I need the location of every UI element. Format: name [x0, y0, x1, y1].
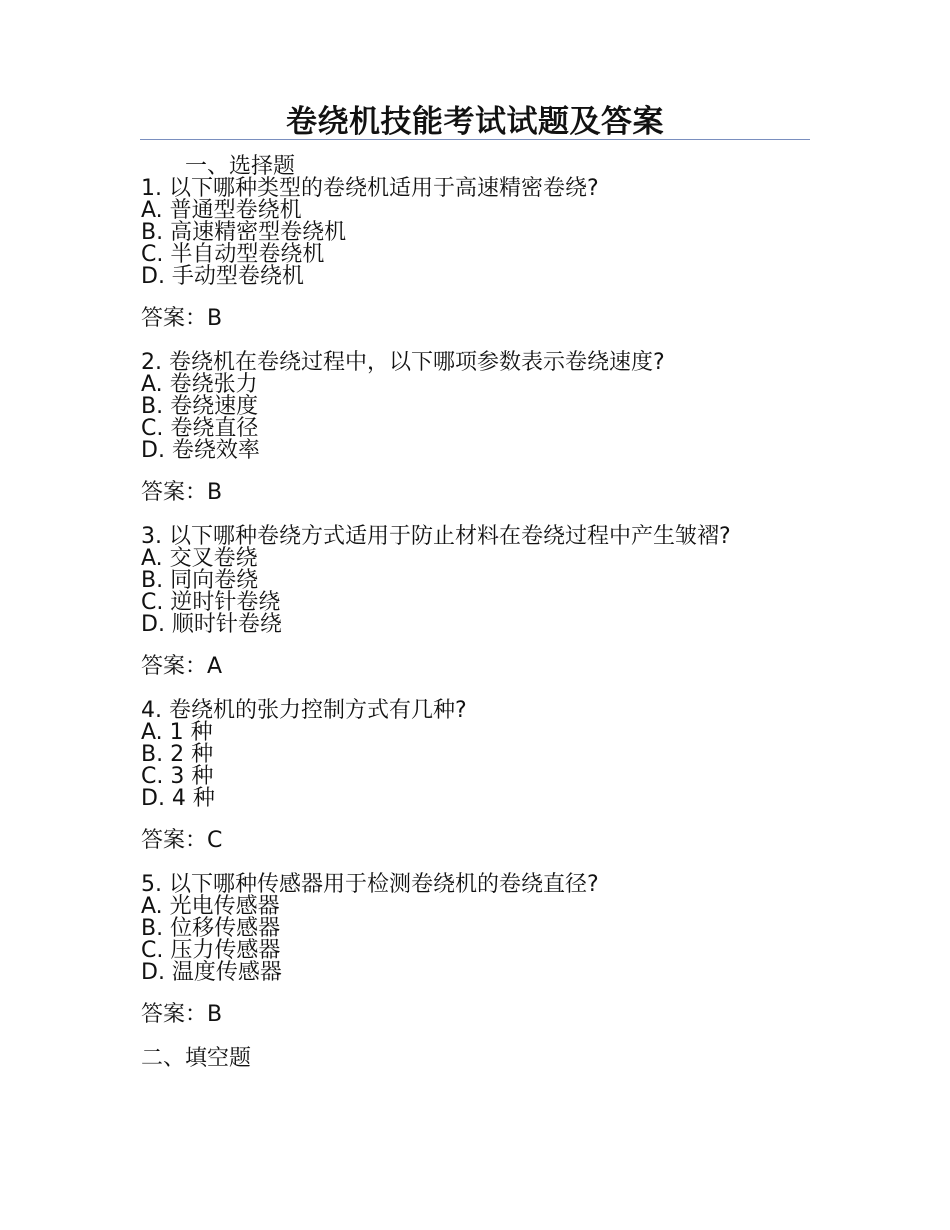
option-d: D. 卷绕效率: [141, 438, 260, 463]
option-d: D. 顺时针卷绕: [141, 612, 282, 637]
question-1: [141, 178, 781, 330]
question-2: [141, 352, 781, 504]
section-heading-fill-blank: 二、填空题: [141, 1046, 252, 1071]
option-b: B. 卷绕速度: [141, 394, 259, 419]
option-a: A. 卷绕张力: [141, 372, 258, 397]
option-c: C. 半自动型卷绕机: [141, 242, 325, 267]
answer-text: 答案：B: [141, 480, 223, 505]
option-d: D. 4 种: [141, 786, 215, 811]
answer-text: 答案：B: [141, 1002, 223, 1027]
option-b: B. 高速精密型卷绕机: [141, 220, 347, 245]
document-title: 卷绕机技能考试试题及答案: [286, 104, 664, 140]
option-c: C. 逆时针卷绕: [141, 590, 281, 615]
question-text: 5. 以下哪种传感器用于检测卷绕机的卷绕直径?: [141, 872, 599, 897]
option-a: A. 交叉卷绕: [141, 546, 258, 571]
option-a: A. 1 种: [141, 720, 213, 745]
section-heading-choice: 一、选择题: [185, 154, 296, 179]
option-d: D. 手动型卷绕机: [141, 264, 304, 289]
question-text: 2. 卷绕机在卷绕过程中，以下哪项参数表示卷绕速度?: [141, 350, 665, 375]
option-b: B. 2 种: [141, 742, 214, 767]
question-text: 4. 卷绕机的张力控制方式有几种?: [141, 698, 467, 723]
answer-text: 答案：A: [141, 654, 223, 679]
question-text: 1. 以下哪种类型的卷绕机适用于高速精密卷绕?: [141, 176, 599, 201]
title-underline: [140, 139, 810, 140]
option-c: C. 压力传感器: [141, 938, 281, 963]
answer-text: 答案：B: [141, 306, 223, 331]
answer-text: 答案：C: [141, 828, 223, 853]
option-c: C. 3 种: [141, 764, 214, 789]
question-3: [141, 526, 781, 678]
document-body: [141, 156, 781, 1070]
question-4: [141, 700, 781, 852]
option-c: C. 卷绕直径: [141, 416, 259, 441]
option-a: A. 光电传感器: [141, 894, 280, 919]
option-b: B. 位移传感器: [141, 916, 281, 941]
option-a: A. 普通型卷绕机: [141, 198, 302, 223]
question-5: [141, 874, 781, 1026]
question-text: 3. 以下哪种卷绕方式适用于防止材料在卷绕过程中产生皱褶?: [141, 524, 731, 549]
option-b: B. 同向卷绕: [141, 568, 259, 593]
option-d: D. 温度传感器: [141, 960, 282, 985]
